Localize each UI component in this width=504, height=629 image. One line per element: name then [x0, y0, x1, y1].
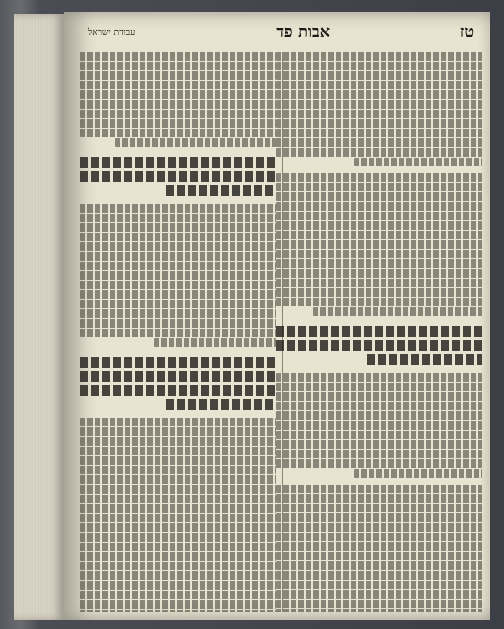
running-title: אבות פד	[276, 22, 330, 41]
page-header	[78, 22, 480, 48]
page-edges	[14, 14, 64, 620]
book-page	[64, 12, 490, 620]
text-column-right	[276, 52, 482, 612]
text-column-left	[80, 52, 276, 612]
running-header-left: עבודת ישראל	[88, 28, 136, 38]
page-number: טז	[459, 22, 474, 41]
